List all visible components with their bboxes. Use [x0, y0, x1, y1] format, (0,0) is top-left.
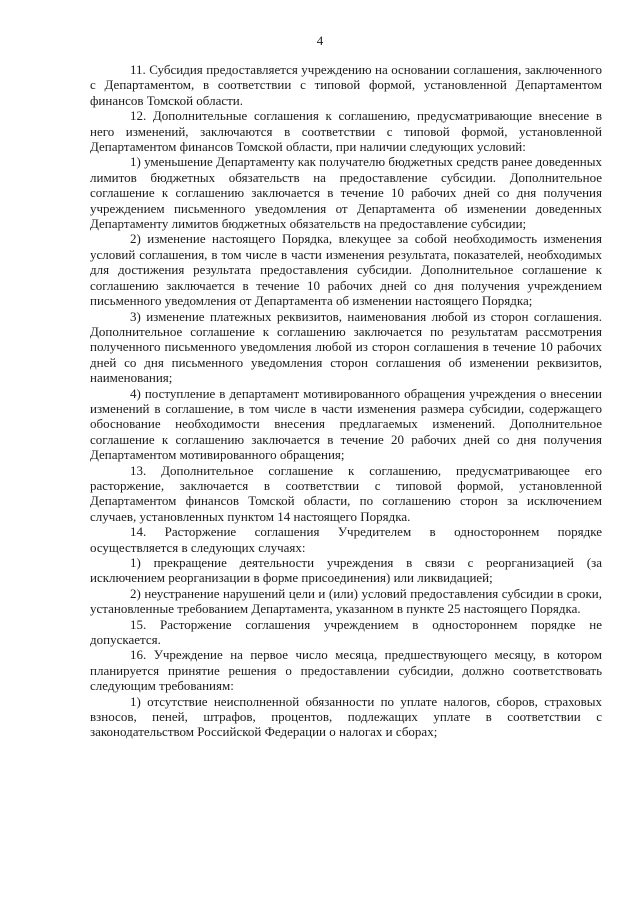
paragraph-14-item-1: 1) прекращение деятельности учреждения в связи с реорганизацией (за исключением реорганизации в форме присоединения) или ликвидацией;: [90, 555, 602, 586]
document-body: [90, 62, 602, 740]
paragraph-12-item-1: 1) уменьшение Департаменту как получателю бюджетных средств ранее доведенных лимитов бюджетных обязательств на предоставление субсидии. Дополнительное соглашение к соглашению заключается в течение 10 рабочих дней со дня получения учреждением письменного уведомления от Департамента об изменении доведенных Департаменту лимитов бюджетных обязательств на предоставление субсидии;: [90, 154, 602, 232]
paragraph-16-item-1: 1) отсутствие неисполненной обязанности по уплате налогов, сборов, страховых взносов, пеней, штрафов, процентов, подлежащих уплате в соответствии с законодательством Российской Федерации о налогах и сборах;: [90, 693, 602, 740]
paragraph-14: 14. Расторжение соглашения Учредителем в одностороннем порядке осуществляется в следующих случаях:: [90, 524, 602, 555]
page-number: 4: [316, 33, 324, 48]
paragraph-12-item-4: 4) поступление в департамент мотивированного обращения учреждения о внесении изменений в соглашение, в том числе в части изменения размера субсидии, содержащего обоснование необходимости внесения предлагаемых изменений. Дополнительное соглашение к соглашению заключается в течение 20 рабочих дней со дня получения Департаментом мотивированного обращения;: [90, 385, 602, 463]
paragraph-16: 16. Учреждение на первое число месяца, предшествующего месяцу, в котором планируется принятие решения о предоставлении субсидии, должно соответствовать следующим требованиям:: [90, 647, 602, 694]
paragraph-13: 13. Дополнительное соглашение к соглашению, предусматривающее его расторжение, заключается в соответствии с типовой формой, установленной Департаментом финансов Томской области, по соглашению сторон за исключением случаев, установленных пунктом 14 настоящего Порядка.: [90, 462, 602, 524]
paragraph-12-item-2: 2) изменение настоящего Порядка, влекущее за собой необходимость изменения условий соглашения, в том числе в части изменения результата, показателей, необходимых для достижения результата предоставления субсидии. Дополнительное соглашение к соглашению заключается в течение 10 рабочих дней со дня получения учреждением письменного уведомления от Департамента об изменении настоящего Порядка;: [90, 231, 602, 309]
paragraph-12: 12. Дополнительные соглашения к соглашению, предусматривающие внесение в него изменений, заключаются в соответствии с типовой формой, установленной Департаментом финансов Томской области, при наличии следующих условий:: [90, 108, 602, 155]
paragraph-11: 11. Субсидия предоставляется учреждению на основании соглашения, заключенного с Департаментом, в соответствии с типовой формой, установленной Департаментом финансов Томской области.: [90, 62, 602, 108]
paragraph-15: 15. Расторжение соглашения учреждением в одностороннем порядке не допускается.: [90, 616, 602, 648]
paragraph-14-item-2: 2) неустранение нарушений цели и (или) условий предоставления субсидии в сроки, установленные требованием Департамента, указанном в пункте 25 настоящего Порядка.: [90, 585, 602, 617]
paragraph-12-item-3: 3) изменение платежных реквизитов, наименования любой из сторон соглашения. Дополнительное соглашение к соглашению заключается по результатам рассмотрения полученного письменного уведомления любой из сторон соглашения в течение 10 рабочих дней со дня письменного уведомления сторон соглашения об изменении реквизитов, наименования;: [90, 308, 602, 386]
